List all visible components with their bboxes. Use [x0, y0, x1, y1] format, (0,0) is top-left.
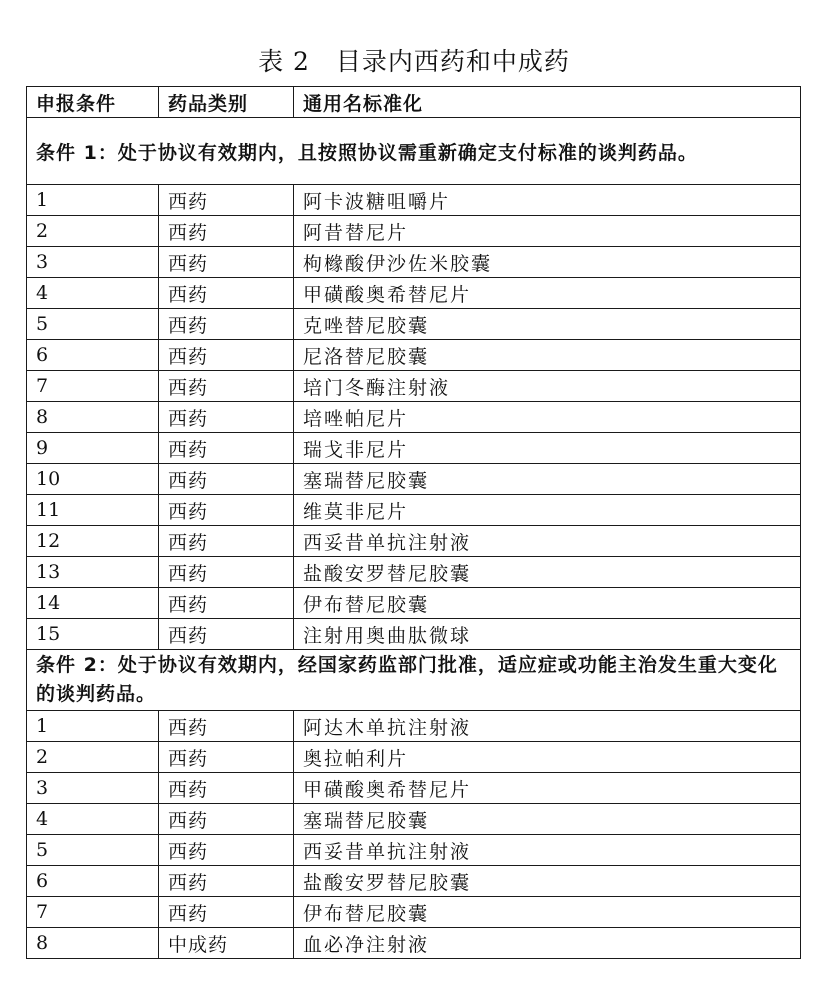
- header-generic-name: 通用名标准化: [294, 87, 801, 118]
- table-row: [27, 278, 801, 309]
- drug-name: 克唑替尼胶囊: [294, 309, 801, 340]
- drug-type: 西药: [159, 588, 294, 619]
- table-row: [27, 835, 801, 866]
- row-number: 9: [27, 433, 159, 464]
- row-number: 4: [27, 278, 159, 309]
- drug-name: 阿卡波糖咀嚼片: [294, 185, 801, 216]
- table-title: 表 2 目录内西药和中成药: [258, 47, 570, 76]
- table-row: [27, 247, 801, 278]
- drug-name: 西妥昔单抗注射液: [294, 835, 801, 866]
- drug-name: 奥拉帕利片: [294, 742, 801, 773]
- row-number: 1: [27, 711, 159, 742]
- condition-row: [27, 650, 801, 711]
- row-number: 2: [27, 742, 159, 773]
- drug-type: 西药: [159, 464, 294, 495]
- drug-type: 西药: [159, 835, 294, 866]
- table-row: [27, 216, 801, 247]
- drug-name: 伊布替尼胶囊: [294, 588, 801, 619]
- drug-name: 培唑帕尼片: [294, 402, 801, 433]
- header-row: [27, 87, 801, 118]
- row-number: 7: [27, 897, 159, 928]
- table-row: [27, 866, 801, 897]
- row-number: 5: [27, 835, 159, 866]
- table-row: [27, 557, 801, 588]
- row-number: 10: [27, 464, 159, 495]
- drug-type: 西药: [159, 185, 294, 216]
- header-drug-type: 药品类别: [159, 87, 294, 118]
- drug-type: 中成药: [159, 928, 294, 959]
- drug-type: 西药: [159, 247, 294, 278]
- drug-type: 西药: [159, 773, 294, 804]
- drug-name: 盐酸安罗替尼胶囊: [294, 557, 801, 588]
- table-row: [27, 309, 801, 340]
- row-number: 11: [27, 495, 159, 526]
- drug-type: 西药: [159, 402, 294, 433]
- drug-type: 西药: [159, 557, 294, 588]
- drug-type: 西药: [159, 742, 294, 773]
- drug-name: 枸橼酸伊沙佐米胶囊: [294, 247, 801, 278]
- drug-name: 塞瑞替尼胶囊: [294, 464, 801, 495]
- drug-name: 阿达木单抗注射液: [294, 711, 801, 742]
- drug-name: 西妥昔单抗注射液: [294, 526, 801, 557]
- condition-row: [27, 118, 801, 185]
- table-body: [27, 118, 801, 959]
- drug-name: 伊布替尼胶囊: [294, 897, 801, 928]
- row-number: 7: [27, 371, 159, 402]
- table-row: [27, 371, 801, 402]
- row-number: 8: [27, 402, 159, 433]
- drug-type: 西药: [159, 866, 294, 897]
- drug-name: 塞瑞替尼胶囊: [294, 804, 801, 835]
- drug-name: 培门冬酶注射液: [294, 371, 801, 402]
- drug-type: 西药: [159, 278, 294, 309]
- drug-name: 瑞戈非尼片: [294, 433, 801, 464]
- row-number: 1: [27, 185, 159, 216]
- row-number: 14: [27, 588, 159, 619]
- table-row: [27, 495, 801, 526]
- table-row: [27, 185, 801, 216]
- table-row: [27, 588, 801, 619]
- condition-text: 条件 2：处于协议有效期内，经国家药监部门批准，适应症或功能主治发生重大变化的谈判药品。: [27, 650, 801, 711]
- row-number: 8: [27, 928, 159, 959]
- drug-type: 西药: [159, 216, 294, 247]
- table-row: [27, 742, 801, 773]
- condition-text: 条件 1：处于协议有效期内，且按照协议需重新确定支付标准的谈判药品。: [27, 118, 801, 185]
- row-number: 3: [27, 773, 159, 804]
- drug-type: 西药: [159, 711, 294, 742]
- row-number: 6: [27, 340, 159, 371]
- drug-name: 阿昔替尼片: [294, 216, 801, 247]
- drug-type: 西药: [159, 433, 294, 464]
- header-condition: 申报条件: [27, 87, 159, 118]
- table-row: [27, 711, 801, 742]
- row-number: 13: [27, 557, 159, 588]
- table-row: [27, 526, 801, 557]
- drug-name: 甲磺酸奥希替尼片: [294, 773, 801, 804]
- drug-type: 西药: [159, 309, 294, 340]
- table-row: [27, 433, 801, 464]
- drug-type: 西药: [159, 897, 294, 928]
- drug-type: 西药: [159, 371, 294, 402]
- row-number: 6: [27, 866, 159, 897]
- row-number: 4: [27, 804, 159, 835]
- row-number: 5: [27, 309, 159, 340]
- table-row: [27, 804, 801, 835]
- row-number: 12: [27, 526, 159, 557]
- drug-name: 尼洛替尼胶囊: [294, 340, 801, 371]
- drug-type: 西药: [159, 340, 294, 371]
- drug-type: 西药: [159, 804, 294, 835]
- drug-type: 西药: [159, 495, 294, 526]
- table-row: [27, 619, 801, 650]
- drug-catalog-table: [26, 86, 801, 959]
- drug-name: 甲磺酸奥希替尼片: [294, 278, 801, 309]
- drug-name: 注射用奥曲肽微球: [294, 619, 801, 650]
- drug-type: 西药: [159, 526, 294, 557]
- table-row: [27, 928, 801, 959]
- table-row: [27, 402, 801, 433]
- drug-name: 维莫非尼片: [294, 495, 801, 526]
- row-number: 15: [27, 619, 159, 650]
- table-row: [27, 340, 801, 371]
- drug-name: 盐酸安罗替尼胶囊: [294, 866, 801, 897]
- table-row: [27, 464, 801, 495]
- table-row: [27, 773, 801, 804]
- row-number: 3: [27, 247, 159, 278]
- row-number: 2: [27, 216, 159, 247]
- drug-name: 血必净注射液: [294, 928, 801, 959]
- table-row: [27, 897, 801, 928]
- drug-type: 西药: [159, 619, 294, 650]
